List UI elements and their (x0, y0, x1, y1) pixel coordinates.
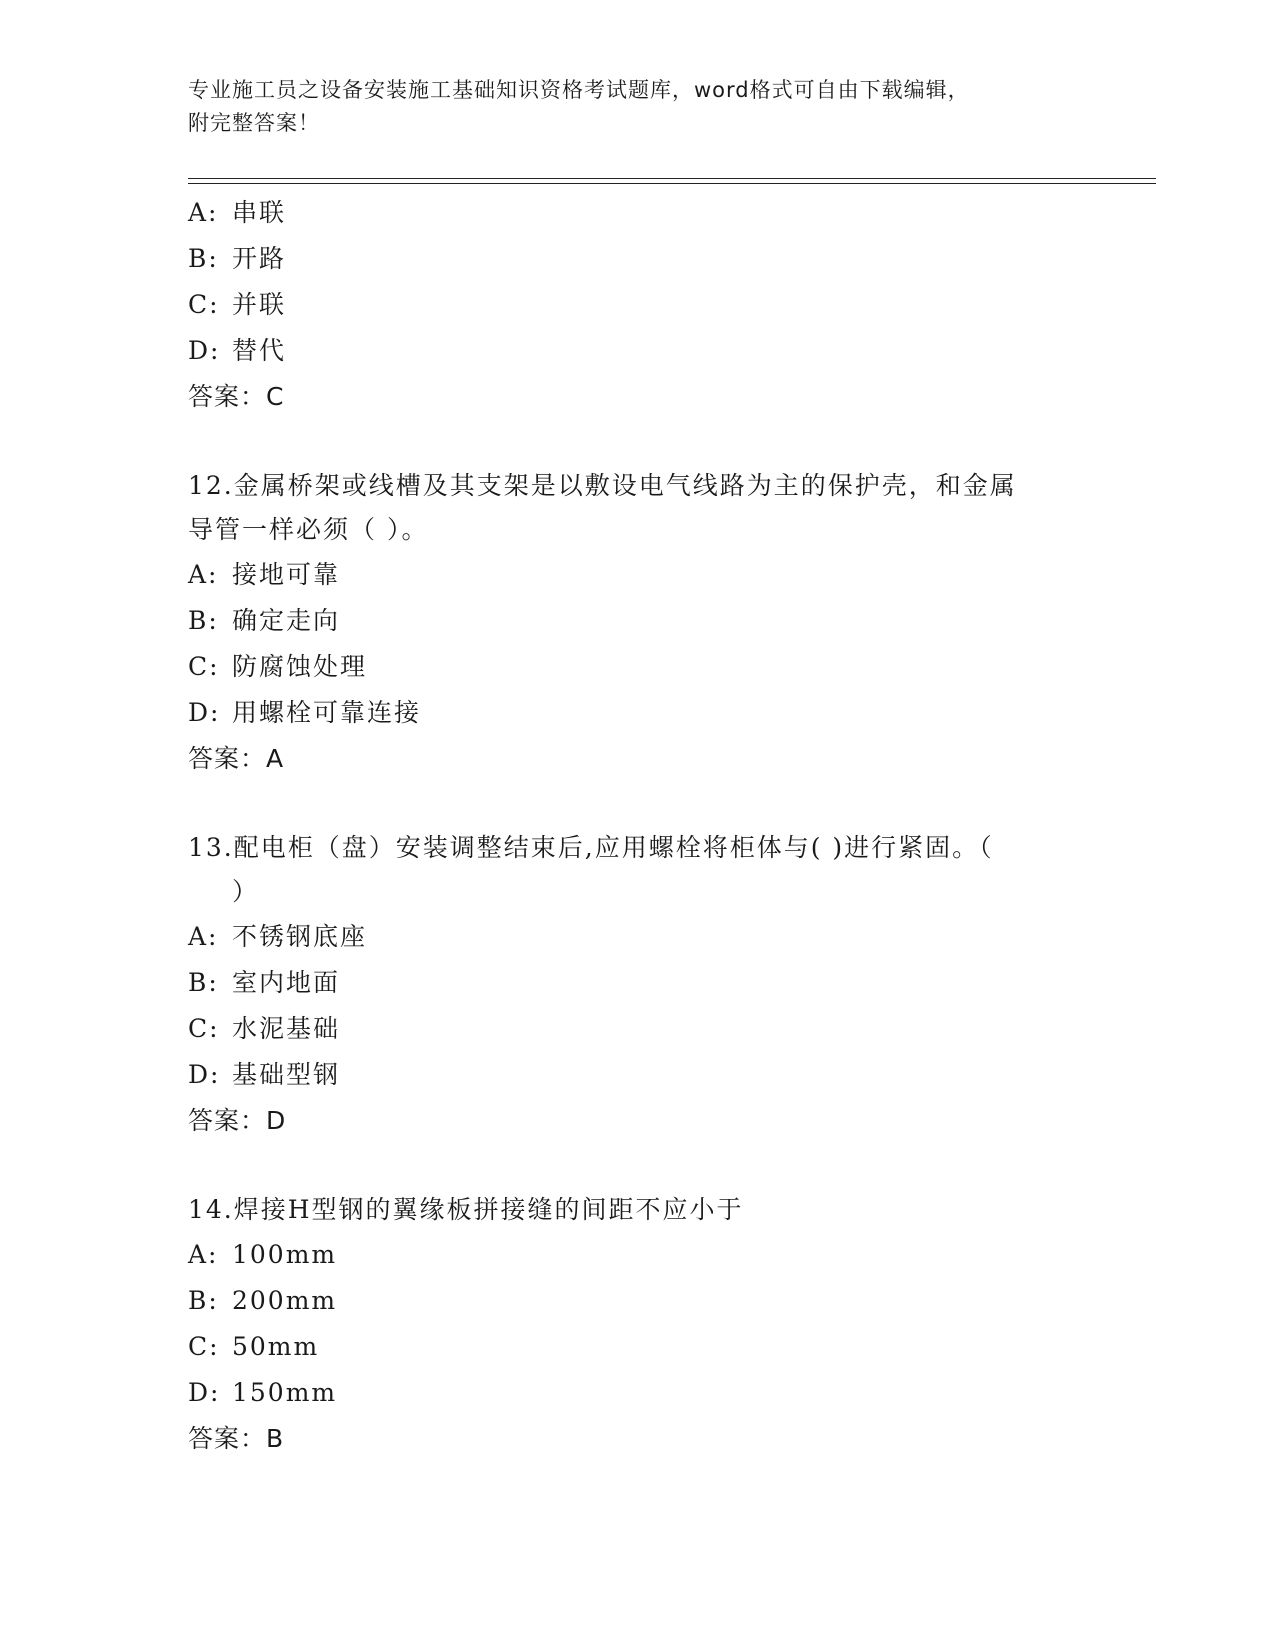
option-c (188, 644, 1088, 690)
option-letter: D: (188, 1060, 221, 1089)
option-text: 接地可靠 (232, 560, 341, 589)
option-text: 不锈钢底座 (232, 922, 368, 951)
option-text: 100mm (232, 1240, 338, 1269)
option-text: 防腐蚀处理 (232, 652, 368, 681)
option-b (188, 960, 1088, 1006)
option-d (188, 1370, 1088, 1416)
option-a (188, 914, 1088, 960)
option-letter: C: (188, 1332, 220, 1361)
spacer (188, 782, 1088, 826)
question-14 (188, 1188, 1088, 1462)
answer-line: 答案：C (188, 382, 285, 411)
option-letter: A: (188, 560, 219, 589)
option-text: 用螺栓可靠连接 (232, 698, 422, 727)
option-letter: A: (188, 922, 219, 951)
option-c (188, 1006, 1088, 1052)
option-text: 室内地面 (232, 968, 341, 997)
option-text: 200mm (232, 1286, 338, 1315)
document-header (188, 74, 1068, 140)
spacer (188, 1144, 1088, 1188)
option-b (188, 236, 1088, 282)
question-13 (188, 826, 1088, 1144)
option-letter: D: (188, 698, 221, 727)
option-a (188, 1232, 1088, 1278)
question-text-line-2: 导管一样必须（ ）。 (188, 515, 429, 544)
option-letter: C: (188, 652, 220, 681)
option-text: 串联 (232, 198, 287, 227)
header-line-2: 附完整答案！ (188, 111, 320, 135)
option-c (188, 282, 1088, 328)
header-rule-bottom (188, 183, 1156, 184)
option-letter: A: (188, 198, 219, 227)
question-text-line-2: ） (232, 877, 260, 906)
option-letter: A: (188, 1240, 219, 1269)
header-line-1: 专业施工员之设备安装施工基础知识资格考试题库，word格式可自由下载编辑， (188, 78, 970, 102)
option-text: 50mm (232, 1332, 320, 1361)
option-a (188, 552, 1088, 598)
spacer (188, 420, 1088, 464)
option-text: 基础型钢 (232, 1060, 341, 1089)
option-letter: B: (188, 606, 219, 635)
question-text-line-1: 12.金属桥架或线槽及其支架是以敷设电气线路为主的保护壳，和金属 (188, 471, 1017, 500)
question-list (188, 190, 1088, 1462)
header-rule-top (188, 178, 1156, 179)
answer-line: 答案：B (188, 1424, 285, 1453)
option-text: 开路 (232, 244, 287, 273)
answer-line: 答案：A (188, 744, 285, 773)
answer-line: 答案：D (188, 1106, 287, 1135)
option-b (188, 1278, 1088, 1324)
option-letter: D: (188, 1378, 221, 1407)
option-text: 150mm (232, 1378, 338, 1407)
option-text: 并联 (232, 290, 287, 319)
option-d (188, 328, 1088, 374)
option-letter: B: (188, 1286, 219, 1315)
question-11 (188, 190, 1088, 420)
option-a (188, 190, 1088, 236)
question-12 (188, 464, 1088, 782)
option-letter: C: (188, 290, 220, 319)
option-b (188, 598, 1088, 644)
question-text-line-1: 14.焊接H型钢的翼缘板拼接缝的间距不应小于 (188, 1195, 744, 1224)
option-d (188, 690, 1088, 736)
question-text-line-1: 13.配电柜（盘）安装调整结束后,应用螺栓将柜体与( )进行紧固。（ (188, 833, 994, 862)
option-text: 水泥基础 (232, 1014, 341, 1043)
option-letter: D: (188, 336, 221, 365)
option-letter: C: (188, 1014, 220, 1043)
option-letter: B: (188, 968, 219, 997)
option-text: 替代 (232, 336, 287, 365)
option-d (188, 1052, 1088, 1098)
option-text: 确定走向 (232, 606, 341, 635)
option-c (188, 1324, 1088, 1370)
option-letter: B: (188, 244, 219, 273)
